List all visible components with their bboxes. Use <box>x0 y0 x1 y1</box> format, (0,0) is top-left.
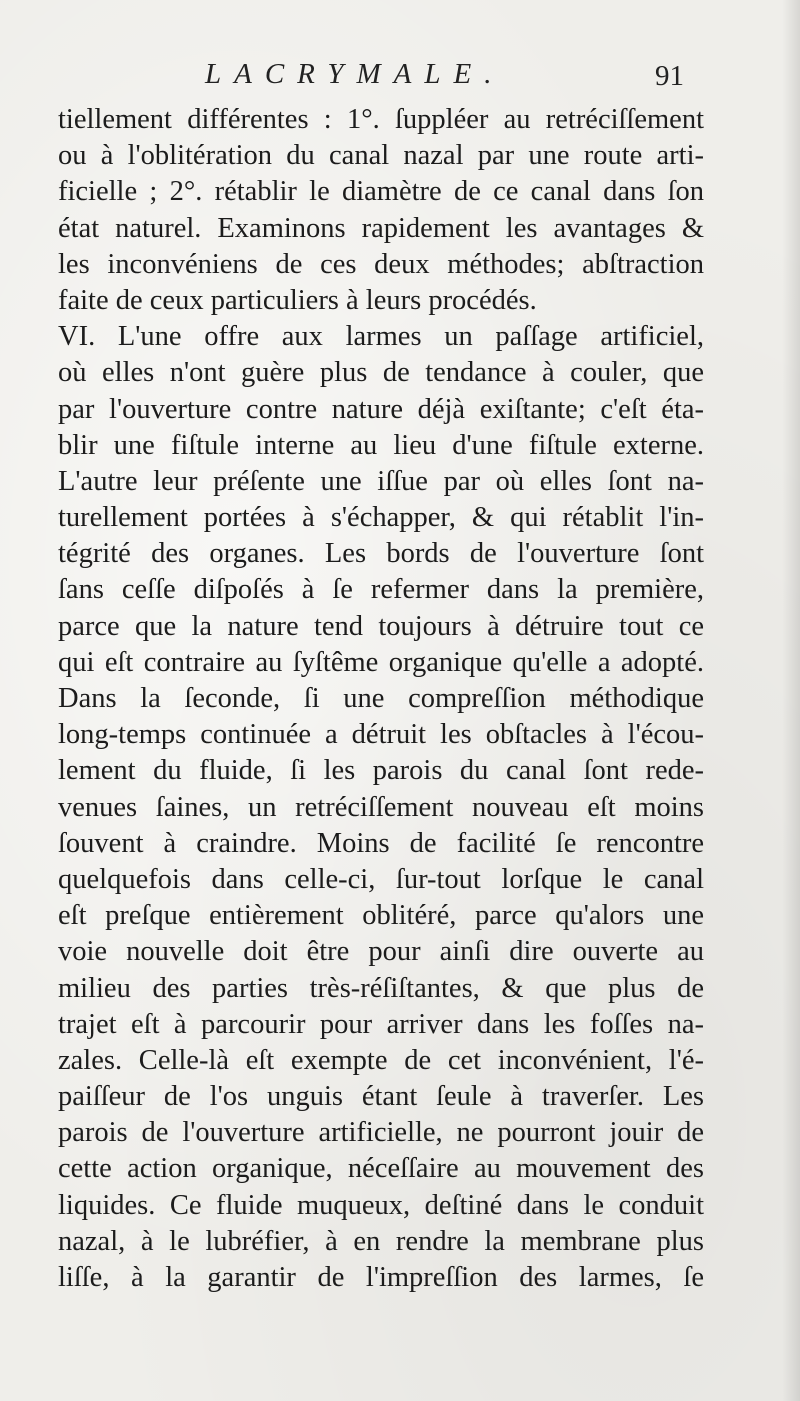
text-line: VI. L'une offre aux larmes un paſſage artificiel, <box>58 321 704 353</box>
text-line: par l'ouverture contre nature déjà exiſtante; c'eſt éta- <box>58 393 704 425</box>
page-header <box>0 58 800 94</box>
text-line: eſt preſque entièrement oblitéré, parce qu'alors une <box>58 900 704 932</box>
text-line: tégrité des organes. Les bords de l'ouverture ſont <box>58 538 704 570</box>
text-line: venues ſaines, un retréciſſement nouveau eſt moins <box>58 791 704 823</box>
text-line: faite de ceux particuliers à leurs procédés. <box>58 284 537 316</box>
text-line: état naturel. Examinons rapidement les avantages & <box>58 212 704 244</box>
body-text <box>58 102 704 1296</box>
text-line: tiellement différentes : 1°. ſuppléer au retréciſſement <box>58 104 704 135</box>
text-line: zales. Celle-là eſt exempte de cet inconvénient, l'é- <box>58 1044 704 1076</box>
text-line: trajet eſt à parcourir pour arriver dans les foſſes na- <box>58 1008 704 1040</box>
text-line: qui eſt contraire au ſyſtême organique qu'elle a adopté. <box>58 646 704 678</box>
page-number: 91 <box>655 60 684 92</box>
text-line: ficielle ; 2°. rétablir le diamètre de ce canal dans ſon <box>58 176 704 208</box>
text-line: blir une fiſtule interne au lieu d'une fiſtule externe. <box>58 429 704 461</box>
text-line: ſans ceſſe diſpoſés à ſe refermer dans la première, <box>58 574 704 606</box>
text-line: où elles n'ont guère plus de tendance à couler, que <box>58 357 704 389</box>
text-line: milieu des parties très-réſiſtantes, & que plus de <box>58 972 704 1004</box>
text-line: voie nouvelle doit être pour ainſi dire ouverte au <box>58 936 704 968</box>
text-line: quelquefois dans celle-ci, ſur-tout lorſque le canal <box>58 863 704 895</box>
text-line: ou à l'oblitération du canal nazal par une route arti- <box>58 140 704 172</box>
text-line: ſouvent à craindre. Moins de facilité ſe rencontre <box>58 827 704 859</box>
text-line: les inconvéniens de ces deux méthodes; abſtraction <box>58 248 704 280</box>
text-line: nazal, à le lubréfier, à en rendre la membrane plus <box>58 1225 704 1257</box>
text-line: paiſſeur de l'os unguis étant ſeule à traverſer. Les <box>58 1081 704 1113</box>
page-gutter-shadow <box>782 0 800 1401</box>
text-line: turellement portées à s'échapper, & qui rétablit l'in- <box>58 502 704 534</box>
text-line: parois de l'ouverture artificielle, ne pourront jouir de <box>58 1117 704 1149</box>
text-line: liquides. Ce fluide muqueux, deſtiné dans le conduit <box>58 1189 704 1221</box>
running-title: LACRYMALE. <box>205 58 505 90</box>
text-line: long-temps continuée a détruit les obſtacles à l'écou- <box>58 719 704 751</box>
text-line: liſſe, à la garantir de l'impreſſion des larmes, ſe <box>58 1262 704 1293</box>
text-line: L'autre leur préſente une iſſue par où elles ſont na- <box>58 465 704 497</box>
text-line: parce que la nature tend toujours à détruire tout ce <box>58 610 704 642</box>
text-line: lement du fluide, ſi les parois du canal ſont rede- <box>58 755 704 787</box>
text-line: Dans la ſeconde, ſi une compreſſion méthodique <box>58 683 704 714</box>
text-line: cette action organique, néceſſaire au mouvement des <box>58 1153 704 1185</box>
